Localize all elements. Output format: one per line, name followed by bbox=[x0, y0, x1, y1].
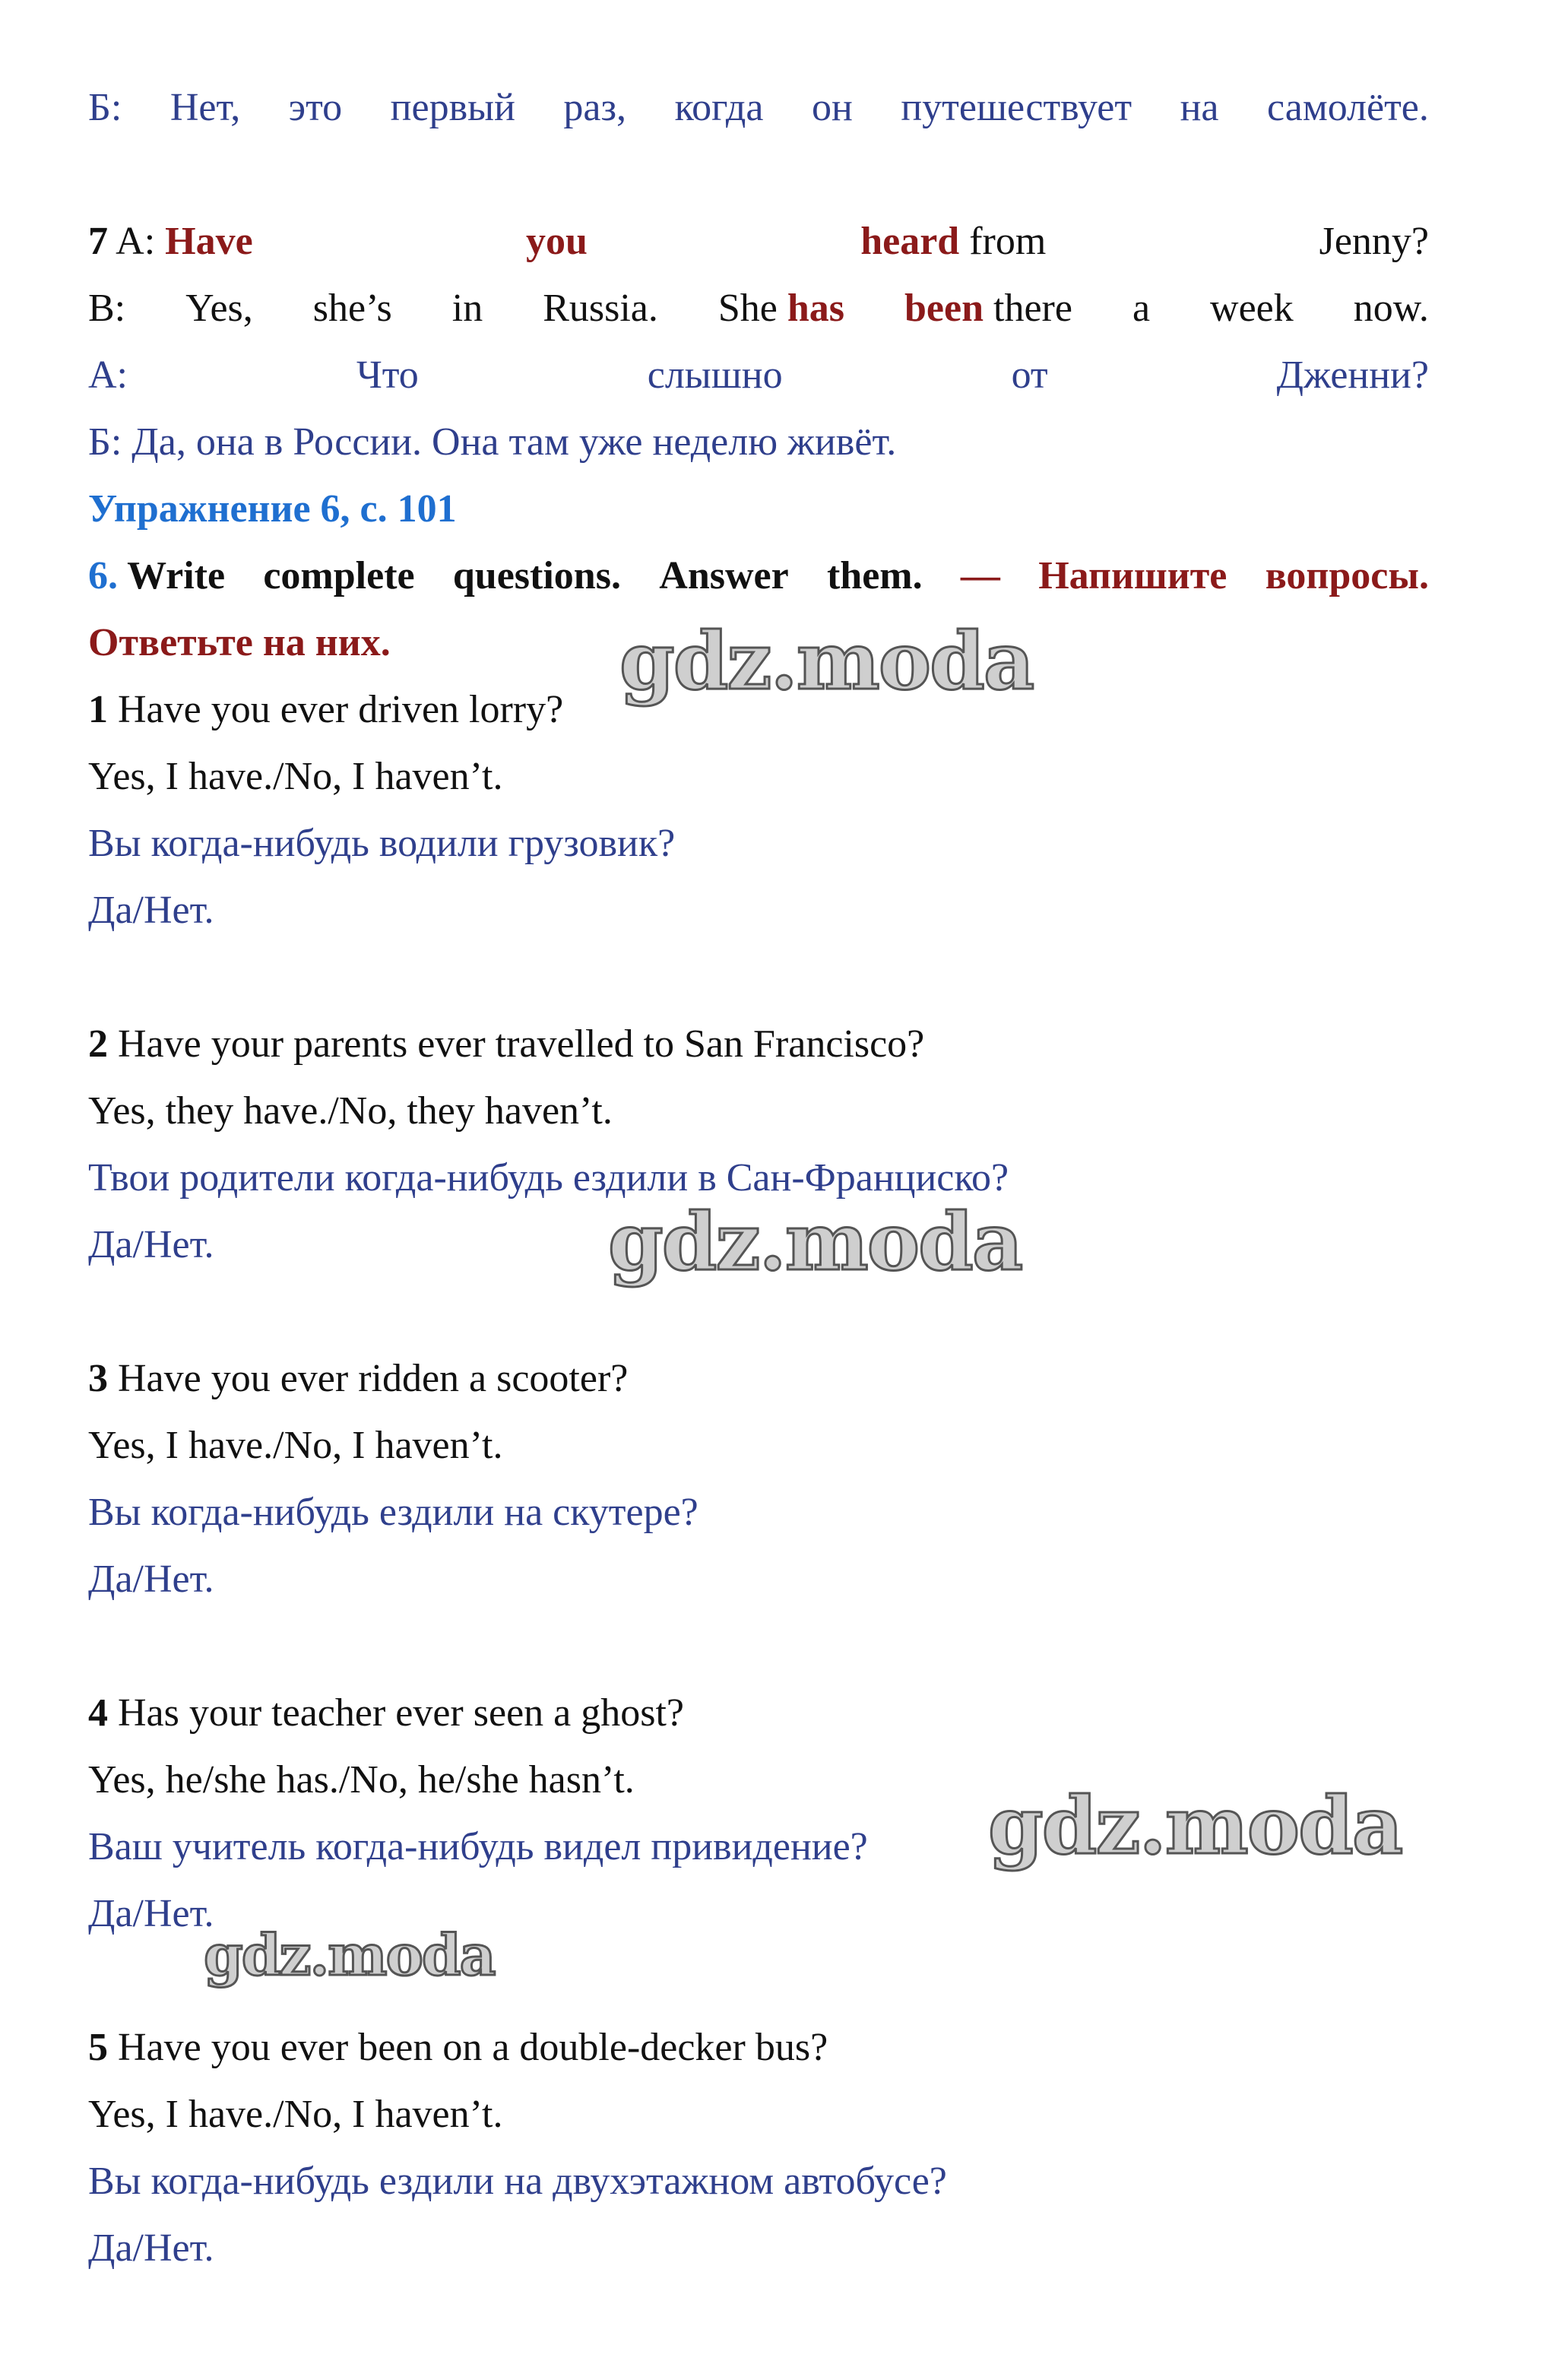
instruction-start bbox=[88, 553, 225, 599]
word: на bbox=[1180, 86, 1219, 129]
question-3 bbox=[88, 1356, 1429, 1402]
item7-line-a bbox=[88, 219, 1429, 265]
highlight-word: you bbox=[525, 220, 588, 263]
word: them. bbox=[826, 554, 923, 597]
speaker-label: A: bbox=[116, 220, 156, 263]
question-number: 2 bbox=[88, 1022, 108, 1066]
translation-answer-5: Да/Нет. bbox=[88, 2226, 214, 2270]
translation-question-4: Ваш учитель когда-нибудь видел привидение? bbox=[88, 1825, 868, 1868]
word: от bbox=[1011, 353, 1048, 397]
word: a bbox=[1132, 287, 1151, 330]
translation-answer-4: Да/Нет. bbox=[88, 1892, 214, 1935]
word: путешествует bbox=[901, 86, 1132, 129]
word: Дженни? bbox=[1276, 353, 1429, 397]
translation-question-2: Твои родители когда-нибудь ездили в Сан-Франциско? bbox=[88, 1156, 1009, 1200]
item7-a-start bbox=[88, 219, 253, 265]
item7-b-she bbox=[718, 286, 844, 331]
watermark: gdz.moda bbox=[608, 1195, 1022, 1288]
question-number: 5 bbox=[88, 2026, 108, 2069]
item7-translation-b: Б: Да, она в России. Она там уже неделю живёт. bbox=[88, 420, 897, 464]
translation-question-3: Вы когда-нибудь ездили на скутере? bbox=[88, 1491, 698, 1534]
word: B: bbox=[88, 287, 126, 330]
answer-5: Yes, I have./No, I haven’t. bbox=[88, 2093, 503, 2136]
item7-a-mid bbox=[860, 219, 1046, 265]
word: А: bbox=[88, 353, 128, 397]
watermark: gdz.moda bbox=[988, 1779, 1402, 1872]
translation-answer-3: Да/Нет. bbox=[88, 1558, 214, 1601]
answer-2: Yes, they have./No, they haven’t. bbox=[88, 1089, 613, 1133]
item7-b-been bbox=[904, 286, 1072, 331]
exercise-number: 6. bbox=[88, 554, 118, 597]
word: she’s bbox=[312, 287, 392, 330]
word: Russia. bbox=[543, 287, 658, 330]
word: now. bbox=[1353, 287, 1429, 330]
highlight-word: Have bbox=[165, 220, 253, 263]
translation-answer-1: Да/Нет. bbox=[88, 889, 214, 932]
word: Jenny? bbox=[1319, 220, 1429, 263]
question-number: 3 bbox=[88, 1357, 108, 1400]
translation-question-5: Вы когда-нибудь ездили на двухэтажном автобусе? bbox=[88, 2160, 947, 2203]
word: questions. bbox=[452, 554, 621, 597]
word: Нет, bbox=[169, 86, 241, 129]
question-number: 1 bbox=[88, 688, 108, 731]
word: он bbox=[811, 86, 853, 129]
word: первый bbox=[390, 86, 515, 129]
word: there bbox=[993, 287, 1072, 330]
word: это bbox=[288, 86, 343, 129]
highlight-word: has bbox=[787, 287, 845, 330]
word: самолёте. bbox=[1267, 86, 1429, 129]
question-text: Have you ever ridden a scooter? bbox=[108, 1357, 629, 1400]
dash: — bbox=[960, 554, 1000, 597]
word: Write bbox=[127, 554, 226, 597]
watermark: gdz.moda bbox=[204, 1923, 495, 1989]
word: слышно bbox=[647, 353, 783, 397]
word: Напишите bbox=[1038, 554, 1227, 597]
translation-line-top bbox=[88, 85, 1429, 131]
word: когда bbox=[674, 86, 764, 129]
answer-4: Yes, he/she has./No, he/she hasn’t. bbox=[88, 1758, 635, 1802]
exercise-instruction-ru: Ответьте на них. bbox=[88, 621, 391, 664]
watermark: gdz.moda bbox=[619, 614, 1034, 708]
question-text: Have you ever been on a double-decker bus? bbox=[108, 2026, 828, 2069]
item7-line-b bbox=[88, 286, 1429, 331]
word: complete bbox=[263, 554, 415, 597]
answer-3: Yes, I have./No, I haven’t. bbox=[88, 1424, 503, 1467]
question-4 bbox=[88, 1691, 1429, 1736]
highlight-word: been bbox=[904, 287, 984, 330]
exercise-heading: Упражнение 6, с. 101 bbox=[88, 487, 457, 531]
word: раз, bbox=[563, 86, 627, 129]
word: She bbox=[717, 287, 778, 330]
word: вопросы. bbox=[1265, 554, 1429, 597]
word: Yes, bbox=[185, 287, 253, 330]
question-text: Have you ever driven lorry? bbox=[108, 688, 564, 731]
word: week bbox=[1210, 287, 1294, 330]
question-5 bbox=[88, 2025, 1429, 2071]
word: Answer bbox=[659, 554, 789, 597]
word: from bbox=[969, 220, 1047, 263]
translation-question-1: Вы когда-нибудь водили грузовик? bbox=[88, 822, 676, 865]
answer-1: Yes, I have./No, I haven’t. bbox=[88, 755, 503, 798]
word: Б: bbox=[88, 86, 122, 129]
question-2 bbox=[88, 1022, 1429, 1067]
word: Что bbox=[356, 353, 419, 397]
translation-answer-2: Да/Нет. bbox=[88, 1223, 214, 1266]
exercise-instruction bbox=[88, 553, 1429, 599]
question-number: 4 bbox=[88, 1691, 108, 1735]
question-text: Have your parents ever travelled to San Francisco? bbox=[108, 1022, 925, 1066]
highlight-word: heard bbox=[860, 220, 960, 263]
item-number: 7 bbox=[88, 220, 108, 263]
word: in bbox=[451, 287, 483, 330]
item7-translation-a bbox=[88, 353, 1429, 398]
question-text: Has your teacher ever seen a ghost? bbox=[108, 1691, 684, 1735]
